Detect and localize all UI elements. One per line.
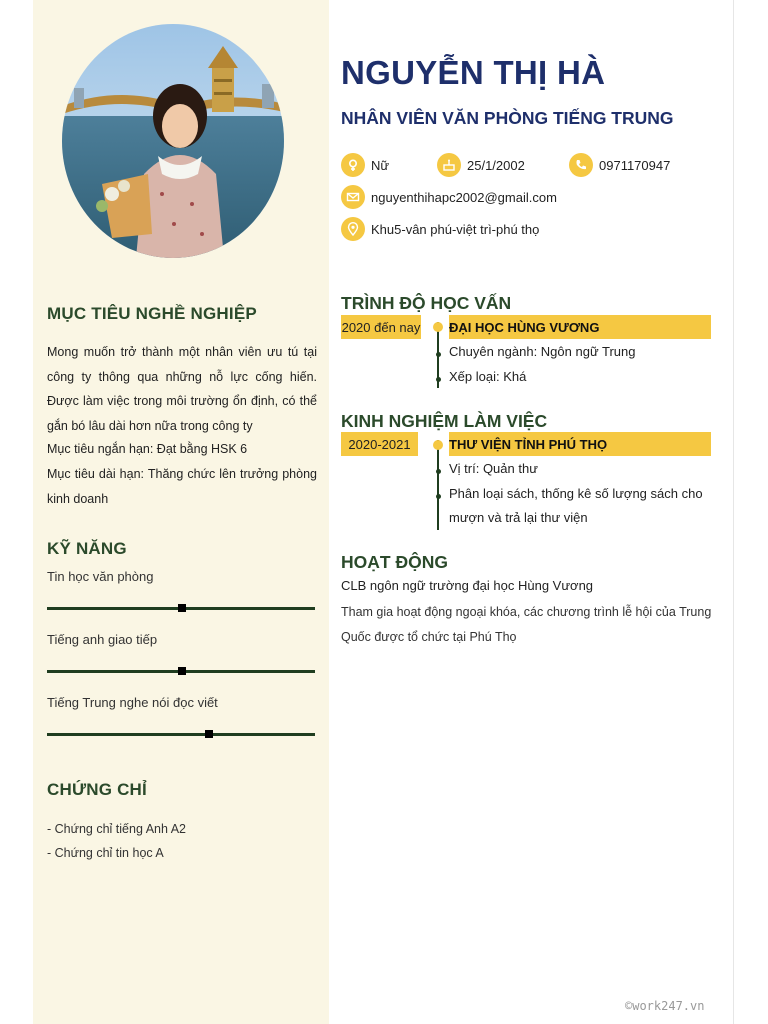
timeline-dot	[433, 322, 443, 332]
experience-heading: KINH NGHIỆM LÀM VIỆC	[341, 411, 548, 431]
activity-organization: CLB ngôn ngữ trường đại học Hùng Vương	[341, 578, 594, 593]
contact-gender	[341, 153, 389, 177]
skills-heading: KỸ NĂNG	[47, 539, 127, 558]
timeline-bullet	[436, 352, 441, 357]
experience-detail: Vị trí: Quản thư	[449, 461, 538, 476]
certificate-item: - Chứng chỉ tiếng Anh A2	[47, 822, 187, 836]
portrait-photo-icon	[62, 24, 284, 258]
education-detail: Chuyên ngành: Ngôn ngữ Trung	[449, 344, 636, 359]
gender-value: Nữ	[371, 157, 390, 173]
skill-slider	[47, 670, 315, 673]
job-title: NHÂN VIÊN VĂN PHÒNG TIẾNG TRUNG	[341, 108, 674, 128]
contact-birthday	[437, 153, 525, 177]
gender-icon	[341, 153, 365, 177]
experience-place: THƯ VIỆN TỈNH PHÚ THỌ	[449, 432, 711, 456]
location-icon	[341, 217, 365, 241]
timeline-bullet	[436, 377, 441, 382]
cake-icon	[437, 153, 461, 177]
contact-email	[341, 185, 557, 209]
experience-timeline	[437, 440, 439, 530]
activities-heading: HOẠT ĐỘNG	[341, 552, 448, 572]
certificates-heading: CHỨNG CHỈ	[47, 780, 147, 799]
certificate-item: - Chứng chỉ tin học A	[47, 846, 164, 860]
phone-value[interactable]: 0971170947	[599, 157, 671, 173]
activity-description: Tham gia hoạt động ngoại khóa, các chương trình lễ hội của Trung Quốc được tổ chức tại Phú Thọ	[341, 605, 712, 644]
skill-slider	[47, 733, 315, 736]
timeline-bullet	[436, 469, 441, 474]
contact-address	[341, 217, 539, 241]
timeline-bullet	[436, 494, 441, 499]
education-school: ĐẠI HỌC HÙNG VƯƠNG	[449, 315, 711, 339]
education-period: 2020 đến nay	[341, 315, 421, 339]
experience-detail: Phân loại sách, thống kê số lượng sách cho mượn và trả lại thư viện	[449, 486, 703, 525]
email-value[interactable]: nguyenthihapc2002@gmail.com	[371, 189, 557, 205]
email-icon	[341, 185, 365, 209]
education-detail: Xếp loại: Khá	[449, 369, 527, 384]
objective-text: Mong muốn trở thành một nhân viên ưu tú tại công ty thông qua những nỗ lực cống hiến. Được làm việc trong môi trường ổn định, có thể gắn bó lâu dài hơn nữa trong công ty	[47, 345, 317, 433]
timeline-dot	[433, 440, 443, 450]
skill-level-marker	[178, 667, 186, 675]
skill-level-marker	[178, 604, 186, 612]
skill-label: Tiếng Trung nghe nói đọc viết	[47, 695, 218, 710]
skill-label: Tiếng anh giao tiếp	[47, 632, 158, 647]
objective-short-term: Mục tiêu ngắn hạn: Đạt bằng HSK 6	[47, 442, 248, 456]
contact-phone	[569, 153, 670, 177]
experience-period: 2020-2021	[341, 432, 418, 456]
objective-heading: MỤC TIÊU NGHỀ NGHIỆP	[47, 304, 257, 323]
address-value: Khu5-vân phú-việt trì-phú thọ	[371, 221, 540, 237]
candidate-name: NGUYỄN THỊ HÀ	[341, 54, 606, 91]
skill-slider	[47, 607, 315, 610]
education-heading: TRÌNH ĐỘ HỌC VẤN	[341, 293, 512, 313]
watermark: ©work247.vn	[625, 999, 705, 1013]
profile-photo	[62, 24, 284, 258]
phone-icon	[569, 153, 593, 177]
skill-level-marker	[205, 730, 213, 738]
objective-long-term: Mục tiêu dài hạn: Thăng chức lên trưởng phòng kinh doanh	[47, 467, 317, 506]
skill-label: Tin học văn phòng	[47, 569, 154, 584]
birthday-value: 25/1/2002	[467, 157, 525, 173]
